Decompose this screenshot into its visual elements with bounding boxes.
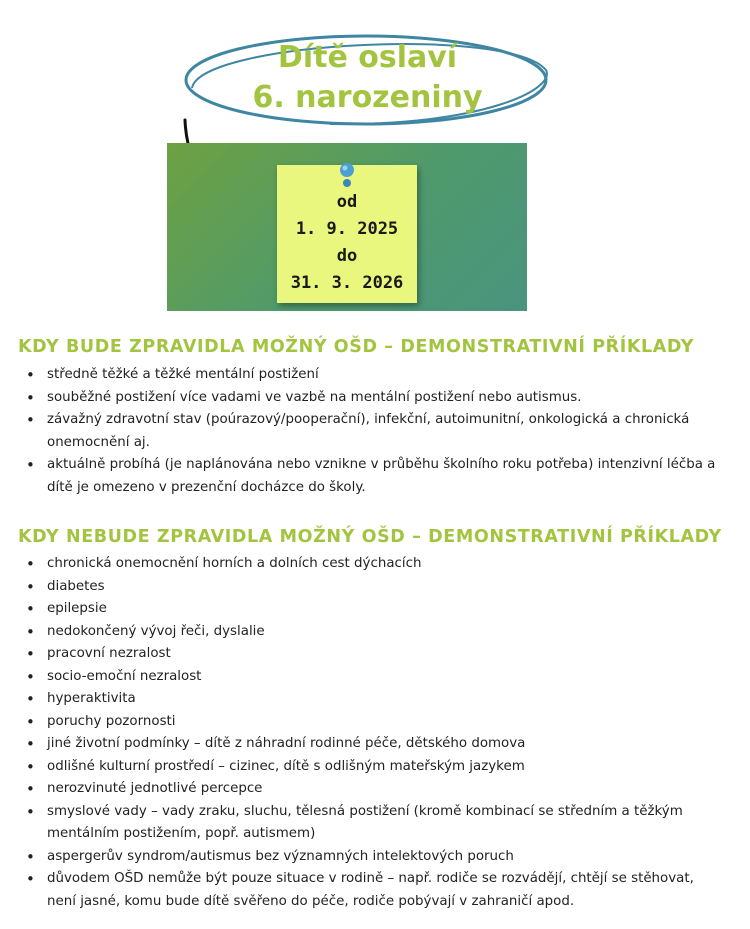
list-item: • nedokončený vývoj řeči, dyslalie (22, 621, 722, 644)
list-item: • souběžné postižení více vadami ve vazbě na mentální postižení nebo autismus. (22, 387, 722, 410)
title-line-2: 6. narozeniny (252, 80, 483, 115)
list-item: • aktuálně probíhá (je naplánována nebo vznikne v průběhu školního roku potřeba) intenzivní léčba a dítě je omezeno v prezenční docházce do školy. (22, 454, 722, 499)
note-date-start: 1. 9. 2025 (295, 219, 399, 239)
sticky-note (277, 165, 417, 303)
list-item: • pracovní nezralost (22, 643, 722, 666)
page-title (180, 38, 555, 118)
list-item: • poruchy pozornosti (22, 711, 722, 734)
title-line-1: Dítě oslaví (277, 40, 458, 75)
list-item: • aspergerův syndrom/autismus bez významných intelektových poruch (22, 846, 722, 869)
not-possible-list (22, 553, 722, 913)
list-item: • chronická onemocnění horních a dolních cest dýchacích (22, 553, 722, 576)
list-item: • socio-emoční nezralost (22, 666, 722, 689)
note-line-from: od (336, 192, 358, 212)
list-item: • diabetes (22, 576, 722, 599)
list-item: • jiné životní podmínky – dítě z náhradní rodinné péče, dětského domova (22, 733, 722, 756)
section-heading-possible: KDY BUDE ZPRAVIDLA MOŽNÝ OŠD – DEMONSTRATIVNÍ PŘÍKLADY (18, 337, 695, 357)
list-item: • důvodem OŠD nemůže být pouze situace v rodině – např. rodiče se rozvádějí, chtějí se stěhovat, není jasné, komu bude dítě svěřeno do péče, rodiče pobývají v zahraničí apod. (22, 868, 722, 913)
list-item: • epilepsie (22, 598, 722, 621)
list-item: • nerozvinuté jednotlivé percepce (22, 778, 722, 801)
list-item: • smyslové vady – vady zraku, sluchu, tělesná postižení (kromě kombinací se středním a těžkým mentálním postižením, popř. autismem) (22, 801, 722, 846)
list-item: • středně těžké a těžké mentální postižení (22, 364, 722, 387)
list-item: • hyperaktivita (22, 688, 722, 711)
list-item: • odlišné kulturní prostředí – cizinec, dítě s odlišným mateřským jazykem (22, 756, 722, 779)
note-line-to: do (336, 246, 358, 266)
section-heading-not-possible: KDY NEBUDE ZPRAVIDLA MOŽNÝ OŠD – DEMONSTRATIVNÍ PŘÍKLADY (18, 527, 722, 547)
note-date-end: 31. 3. 2026 (290, 273, 404, 293)
list-item: • závažný zdravotní stav (poúrazový/pooperační), infekční, autoimunitní, onkologická a chronická onemocnění aj. (22, 409, 722, 454)
green-banner (167, 143, 527, 311)
possible-list (22, 364, 722, 499)
pin-icon (335, 161, 359, 191)
